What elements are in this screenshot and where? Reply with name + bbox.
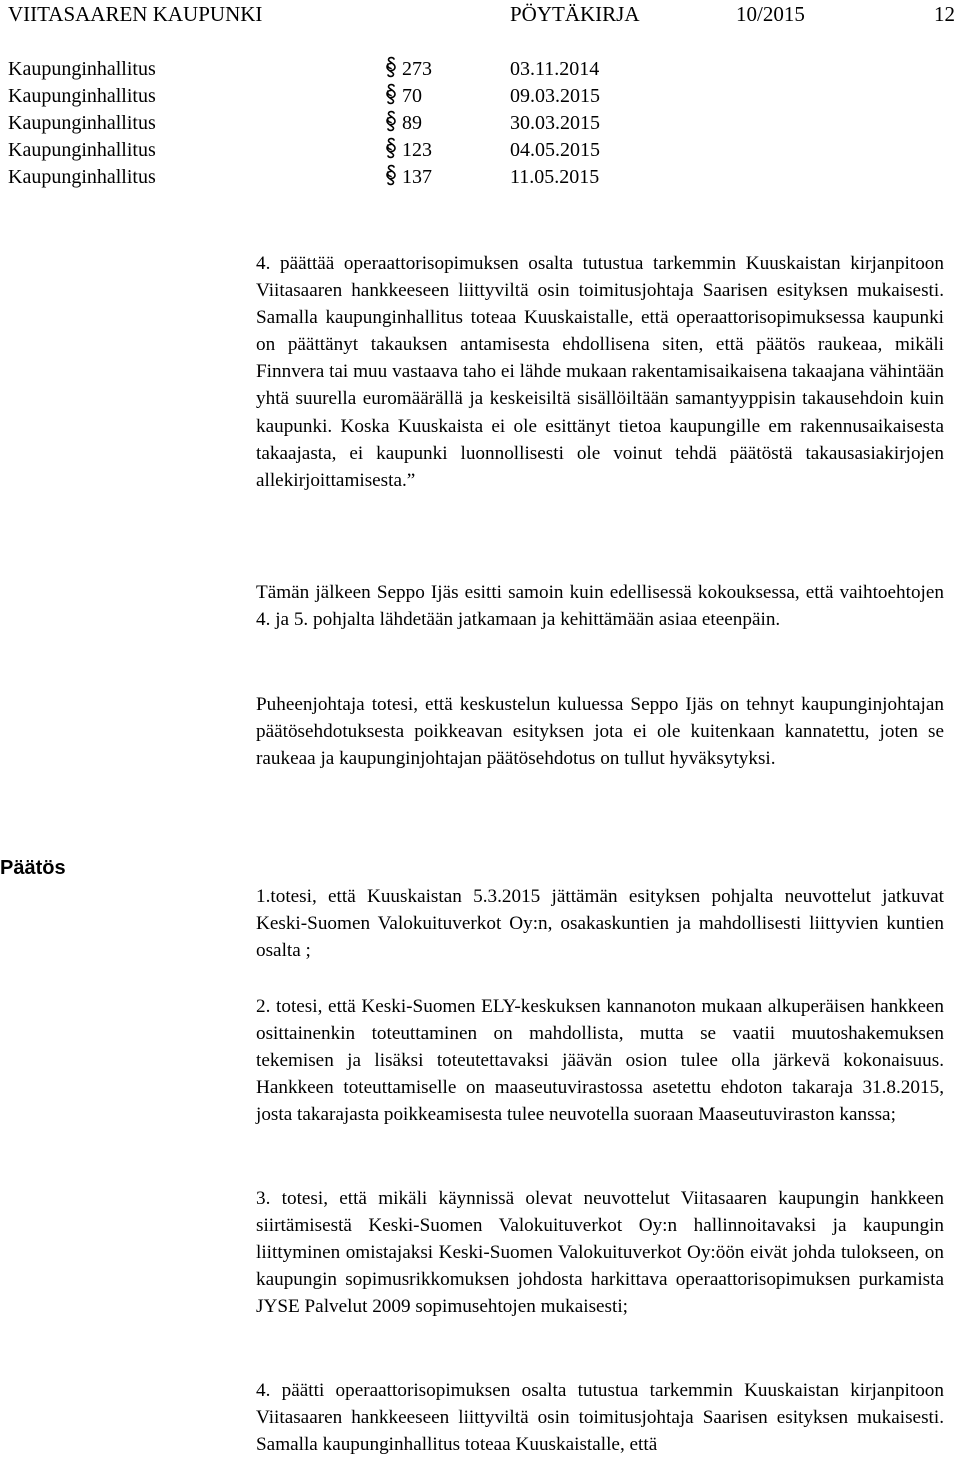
issue-number: 10/2015 [736, 2, 805, 26]
reference-number: 273 [402, 58, 432, 80]
reference-number: 123 [402, 139, 432, 161]
decision-text: 4. päätti operaattorisopimuksen osalta tutustua tarkemmin Kuuskaistan kirjanpitoon Viitasaaren hankkeeseen liittyviltä osin toimitusjohtaja Saarisen esityksen mukaisesti. Samalla kaupunginhallitus toteaa Kuuskaistalle, että [256, 1380, 944, 1456]
page-number: 12 [934, 2, 955, 26]
decision-text: 1.totesi, että Kuuskaistan 5.3.2015 jättämän esityksen pohjalta neuvottelut jatkuvat Keski-Suomen Valokuituverkot Oy:n, osakaskuntien ja mahdollisesti liittyvien kuntien osalta ; [256, 886, 944, 962]
paragraph-text: 4. päättää operaattorisopimuksen osalta tutustua tarkemmin Kuuskaistan kirjanpitoon Viitasaaren hankkeeseen liittyviltä osin toimitusjohtaja Saarisen esityksen mukaisesti. Samalla kaupunginhallitus toteaa Kuuskaistalle, että operaattorisopimuksessa kaupunki on päättänyt takauksen antamisesta ehdollisena siten, että päätös raukeaa, mikäli Finnvera tai muu vastaava taho ei lähde mukaan rakentamisaikaisena takaajana vähintään yhtä suurella euromäärällä ja keskeisiltä sisällöiltään samantyyppisin takausehdoin kuin kaupunki. Koska Kuuskaista ei ole esittänyt tietoa kaupungille em rakennusaikaisesta takaajasta, ei kaupunki luonnollisesti ole voinut tehdä päätöstä takausasiakirjojen allekirjoittamisesta.” [256, 253, 944, 491]
reference-number: 89 [402, 112, 422, 134]
paragraph-seppo-ijas-proposal [256, 579, 944, 633]
reference-number: 70 [402, 85, 422, 107]
decision-item-4 [256, 1377, 944, 1458]
section-sign-icon [384, 56, 398, 78]
decision-text: 3. totesi, että mikäli käynnissä olevat neuvottelut Viitasaaren kaupungin hankkeen siirtämisestä Keski-Suomen Valokuituverkot Oy:n hallinnoitavaksi ja kaupungin liittyminen omistajaksi Keski-Suomen Valokuituverkot Oy:öön eivät johda tulokseen, on kaupungin sopimusrikkomuksen johdosta harkittava operaattorisopimuksen purkamista JYSE Palvelut 2009 sopimusehtojen mukaisesti; [256, 1188, 944, 1318]
reference-row [0, 110, 700, 137]
reference-body: Kaupunginhallitus [8, 112, 156, 134]
section-sign-icon [384, 110, 398, 132]
paragraph-proposal-item-4 [256, 250, 944, 494]
paragraph-text: Puheenjohtaja totesi, että keskustelun kuluessa Seppo Ijäs on tehnyt kaupunginjohtajan päätösehdotuksesta poikkeavan esityksen jota ei ole kuitenkaan kannatettu, joten se raukeaa ja kaupunginjohtajan päätösehdotus on tullut hyväksytyksi. [256, 694, 944, 770]
reference-list [0, 56, 700, 191]
reference-row [0, 137, 700, 164]
decision-text: 2. totesi, että Keski-Suomen ELY-keskuksen kannanoton mukaan alkuperäisen hankkeen osittainenkin toteuttaminen on mahdollista, mutta se vaatii muutoshakemuksen tekemisen ja lisäksi toteutettavaksi jäävän osion tulee olla järkevä kokonaisuus. Hankkeen toteuttamiselle on maaseutuvirastossa asetettu ehdoton takaraja 31.8.2015, josta takarajasta poikkeamisesta tulee neuvotella suoraan Maaseutuviraston kanssa; [256, 996, 944, 1126]
reference-body: Kaupunginhallitus [8, 85, 156, 107]
document-type: PÖYTÄKIRJA [510, 2, 640, 26]
reference-date: 04.05.2015 [510, 139, 600, 161]
decision-item-1 [256, 883, 944, 964]
section-sign-icon [384, 164, 398, 186]
paragraph-chair-statement [256, 691, 944, 772]
reference-date: 03.11.2014 [510, 58, 600, 80]
section-sign-icon [384, 137, 398, 159]
reference-row [0, 164, 700, 191]
document-header [0, 0, 960, 30]
reference-date: 11.05.2015 [510, 166, 600, 188]
reference-date: 09.03.2015 [510, 85, 600, 107]
reference-row [0, 83, 700, 110]
reference-number: 137 [402, 166, 432, 188]
reference-body: Kaupunginhallitus [8, 139, 156, 161]
reference-body: Kaupunginhallitus [8, 58, 156, 80]
reference-row [0, 56, 700, 83]
paragraph-text: Tämän jälkeen Seppo Ijäs esitti samoin kuin edellisessä kokouksessa, että vaihtoehtojen 4. ja 5. pohjalta lähdetään jatkamaan ja kehittämään asiaa eteenpäin. [256, 582, 944, 631]
decision-item-3 [256, 1185, 944, 1320]
decision-label: Päätös [0, 857, 66, 879]
reference-body: Kaupunginhallitus [8, 166, 156, 188]
organization-name: VIITASAAREN KAUPUNKI [8, 2, 263, 26]
reference-date: 30.03.2015 [510, 112, 600, 134]
section-sign-icon [384, 83, 398, 105]
decision-item-2 [256, 993, 944, 1128]
